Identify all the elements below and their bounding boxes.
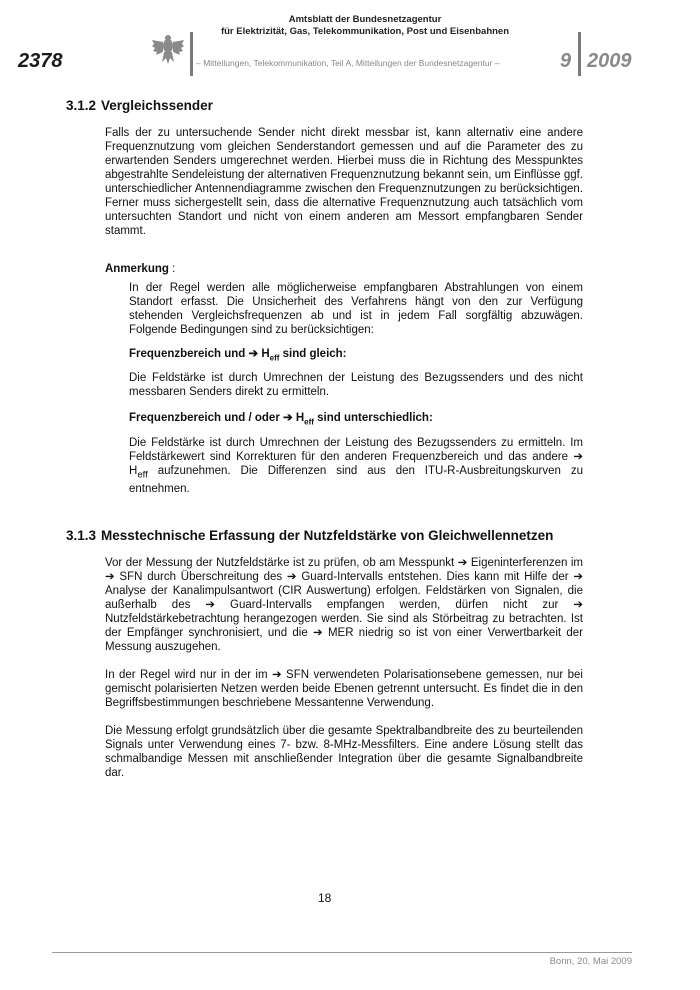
section-number: 3.1.2 <box>66 98 97 113</box>
page-number: 2378 <box>18 50 63 72</box>
cond1-h: H <box>258 348 270 360</box>
condition-text-1: Die Feldstärke ist durch Umrechnen der Leistung des Bezugssenders und des nicht messbaren Senders direkt zu ermitteln. <box>129 372 583 399</box>
header-title <box>200 14 530 38</box>
condition-heading-2 <box>129 411 583 429</box>
header-divider-left <box>190 32 193 76</box>
issue-number: 9 <box>560 50 572 72</box>
section-title: Messtechnische Erfassung der Nutzfeldstärke von Gleichwellennetzen <box>101 528 554 543</box>
section-number: 3.1.3 <box>66 528 97 543</box>
paragraph: In der Regel wird nur in der im ➔ SFN verwendeten Polarisationsebene gemessen, nur bei gemischt polarisierten Netzen werden beide Ebenen getrennt untersucht. Es findet die in den Begriffsbestimmungen beschriebene Messantenne Verwendung. <box>105 669 583 709</box>
section-heading-3-1-3 <box>66 528 553 543</box>
condition-heading-1 <box>129 347 583 365</box>
cond2-text-b: aufzunehmen. Die Differenzen sind aus den ITU-R-Ausbreitungskurven zu entnehmen. <box>129 464 583 495</box>
arrow-icon: ➔ <box>248 348 259 360</box>
condition-text-2 <box>129 436 583 496</box>
cond1-prefix: Frequenzbereich und <box>129 348 249 360</box>
cond2-suffix: sind unterschiedlich: <box>313 412 433 425</box>
note-colon: : <box>168 263 176 275</box>
section-heading-3-1-2 <box>66 98 213 113</box>
note-body <box>129 281 583 496</box>
cond2-sub: eff <box>304 417 314 427</box>
header-divider-right <box>578 32 581 76</box>
note-paragraph: In der Regel werden alle möglicherweise empfangbaren Abstrahlungen von einem Standort erfasst. Die Unsicherheit des Verfahrens hängt von den zur Verfügung stehenden Vergleichsfrequenzen ab und ist in jedem Fall sorgfältig abzuwägen. Folgende Bedingungen sind zu berücksichtigen: <box>129 282 583 336</box>
cond2-prefix: Frequenzbereich und / oder <box>129 412 283 425</box>
footer-page-number: 18 <box>318 891 332 905</box>
note-label-text: Anmerkung <box>105 263 169 275</box>
arrow-icon: ➔ <box>573 450 583 463</box>
federal-eagle-icon <box>150 32 186 68</box>
header-subtitle: – Mitteilungen, Telekommunikation, Teil A, Mitteilungen der Bundesnetzagentur – <box>196 58 500 68</box>
footer-date: Bonn, 20. Mai 2009 <box>549 956 632 967</box>
arrow-icon: ➔ <box>283 412 293 425</box>
cond2-h: H <box>292 412 305 425</box>
paragraph: Falls der zu untersuchende Sender nicht direkt messbar ist, kann alternativ eine andere Frequenznutzung vom gleichen Senderstandort gemessen und auf die Parameter des zu erwartenden Senders umgerechnet werden. Hierbei muss die in Richtung des Messpunktes abgestrahlte Sendeleistung der alternativen Frequenznutzung bekannt sein, um Einflüsse ggf. unterschiedlicher Antennendiagramme zwischen den Frequenznutzungen zu berücksichtigen. Ferner muss sichergestellt sein, dass die alternative Frequenznutzung auch tatsächlich vom untersuchten Standort und nicht von einem anderen am Messort empfangbaren Sender stammt. <box>105 127 583 237</box>
cond2-text-sub: eff <box>137 468 148 480</box>
cond1-sub: eff <box>269 353 280 363</box>
section-title: Vergleichssender <box>101 98 213 113</box>
paragraph: Vor der Messung der Nutzfeldstärke ist zu prüfen, ob am Messpunkt ➔ Eigeninterferenzen im ➔ SFN durch Überschreitung des ➔ Guard-Intervalls entstehen. Dies kann mit Hilfe der ➔ Analyse der Kanalimpulsantwort (CIR Auswertung) erfolgen. Feldstärken von Signalen, die außerhalb des ➔ Guard-Intervalls empfangen werden, dürfen nicht zur ➔ Nutzfeldstärkebetrachtung herangezogen werden. Sie sind als Störbeitrag zu betrachten. Ist der Empfänger synchronisiert, und die ➔ MER niedrig so ist von einer Verwertbarkeit der Messung auszugehen. <box>105 557 583 653</box>
header-title-line2: für Elektrizität, Gas, Telekommunikation, Post und Eisenbahnen <box>220 26 510 37</box>
cond1-suffix: sind gleich: <box>279 348 347 360</box>
cond2-text-h: H <box>129 464 138 477</box>
header-title-line1: Amtsblatt der Bundesnetzagentur <box>288 14 442 25</box>
footer-divider <box>52 952 632 953</box>
section-312-body <box>105 126 583 238</box>
cond2-text-a: Die Feldstärke ist durch Umrechnen der Leistung des Bezugssenders zu ermitteln. Im Feldstärkewert sind Korrekturen für den anderen Frequenzbereich und das andere <box>129 436 583 463</box>
paragraph: Die Messung erfolgt grundsätzlich über die gesamte Spektralbandbreite des zu beurteilenden Signals unter Verwendung eines 7- bzw. 8-MHz-Messfilters. Eine andere Lösung stellt das schmalbandige Messen mit anschließender Integration über die gesamte Signalbandbreite dar. <box>105 725 583 779</box>
section-313-body <box>105 556 583 780</box>
note-label <box>105 262 175 276</box>
issue-year: 2009 <box>587 50 632 72</box>
